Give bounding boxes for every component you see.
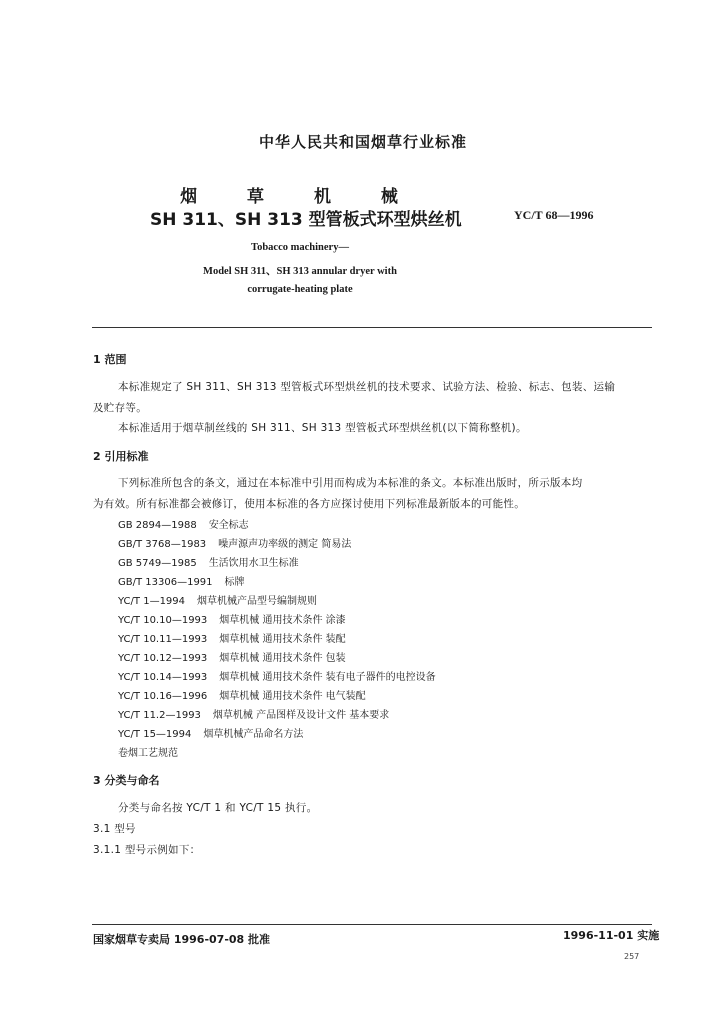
page-number: 257 [624, 952, 640, 961]
reference-code: YC/T 10.16—1996 [118, 691, 208, 702]
top-divider [92, 327, 652, 328]
reference-title: 噪声源声功率级的测定 简易法 [218, 539, 352, 550]
reference-item [118, 573, 245, 588]
reference-code: GB 5749—1985 [118, 558, 197, 569]
title-category: 烟 草 机 械 [180, 187, 420, 207]
reference-item [118, 554, 299, 569]
reference-code: GB/T 13306—1991 [118, 577, 213, 588]
reference-code: GB/T 3768—1983 [118, 539, 207, 550]
reference-item [118, 649, 346, 664]
reference-title: 烟草机械产品型号编制规则 [197, 596, 318, 607]
subsection-3-1-1-heading: 3.1.1 型号示例如下： [93, 844, 201, 856]
subsection-3-1-heading: 3.1 型号 [93, 823, 136, 835]
reference-code: YC/T 10.14—1993 [118, 672, 208, 683]
reference-item [118, 668, 436, 683]
section-3-heading: 3 分类与命名 [93, 774, 160, 787]
reference-item [118, 706, 389, 721]
section-2-paragraph-a: 下列标准所包含的条文，通过在本标准中引用而构成为本标准的条文。本标准出版时，所示版本均 [118, 477, 583, 489]
reference-code: YC/T 10.11—1993 [118, 634, 208, 645]
reference-item [118, 611, 346, 626]
section-2-paragraph-b: 为有效。所有标准都会被修订，使用本标准的各方应探讨使用下列标准最新版本的可能性。 [93, 498, 525, 510]
reference-title: 烟草机械 通用技术条件 装配 [219, 634, 346, 645]
reference-title: 安全标志 [208, 520, 249, 531]
english-title-line-3: corrugate-heating plate [247, 284, 353, 295]
reference-title: 烟草机械 通用技术条件 涂漆 [219, 615, 346, 626]
reference-code: GB 2894—1988 [118, 520, 197, 531]
reference-item [118, 630, 346, 645]
reference-code: YC/T 15—1994 [118, 729, 192, 740]
reference-title: 烟草机械 通用技术条件 电气装配 [219, 691, 366, 702]
section-1-heading: 1 范围 [93, 353, 127, 366]
approval-line: 国家烟草专卖局 1996-07-08 批准 [93, 933, 271, 946]
reference-item [118, 516, 249, 531]
reference-code: YC/T 10.12—1993 [118, 653, 208, 664]
reference-title: 卷烟工艺规范 [118, 748, 178, 759]
reference-item [118, 687, 366, 702]
reference-item [118, 592, 317, 607]
section-1-paragraph-2: 本标准适用于烟草制丝线的 SH 311、SH 313 型管板式环型烘丝机(以下简称整机)。 [118, 422, 527, 434]
reference-title: 烟草机械 产品图样及设计文件 基本要求 [212, 710, 390, 721]
reference-title: 标牌 [224, 577, 245, 588]
bottom-divider [92, 924, 652, 925]
section-2-heading: 2 引用标准 [93, 450, 149, 463]
section-3-paragraph: 分类与命名按 YC/T 1 和 YC/T 15 执行。 [118, 802, 318, 814]
section-1-paragraph-1a: 本标准规定了 SH 311、SH 313 型管板式环型烘丝机的技术要求、试验方法、检验、标志、包装、运输 [118, 381, 616, 393]
document-title: SH 311、SH 313 型管板式环型烘丝机 [150, 210, 462, 230]
reference-title: 生活饮用水卫生标准 [208, 558, 299, 569]
section-1-paragraph-1b: 及贮存等。 [93, 402, 147, 414]
reference-title: 烟草机械 通用技术条件 装有电子器件的电控设备 [219, 672, 436, 683]
english-title-line-1: Tobacco machinery— [251, 242, 349, 253]
effective-date: 1996-11-01 实施 [563, 929, 660, 942]
reference-item [118, 744, 178, 759]
reference-code: YC/T 11.2—1993 [118, 710, 201, 721]
reference-item [118, 535, 351, 550]
standard-number: YC/T 68—1996 [514, 208, 594, 222]
issuing-authority-header: 中华人民共和国烟草行业标准 [258, 133, 467, 151]
reference-code: YC/T 1—1994 [118, 596, 186, 607]
reference-title: 烟草机械 通用技术条件 包装 [219, 653, 346, 664]
english-title-line-2: Model SH 311、SH 313 annular dryer with [203, 266, 397, 277]
reference-title: 烟草机械产品命名方法 [203, 729, 304, 740]
reference-code: YC/T 10.10—1993 [118, 615, 208, 626]
reference-item [118, 725, 303, 740]
